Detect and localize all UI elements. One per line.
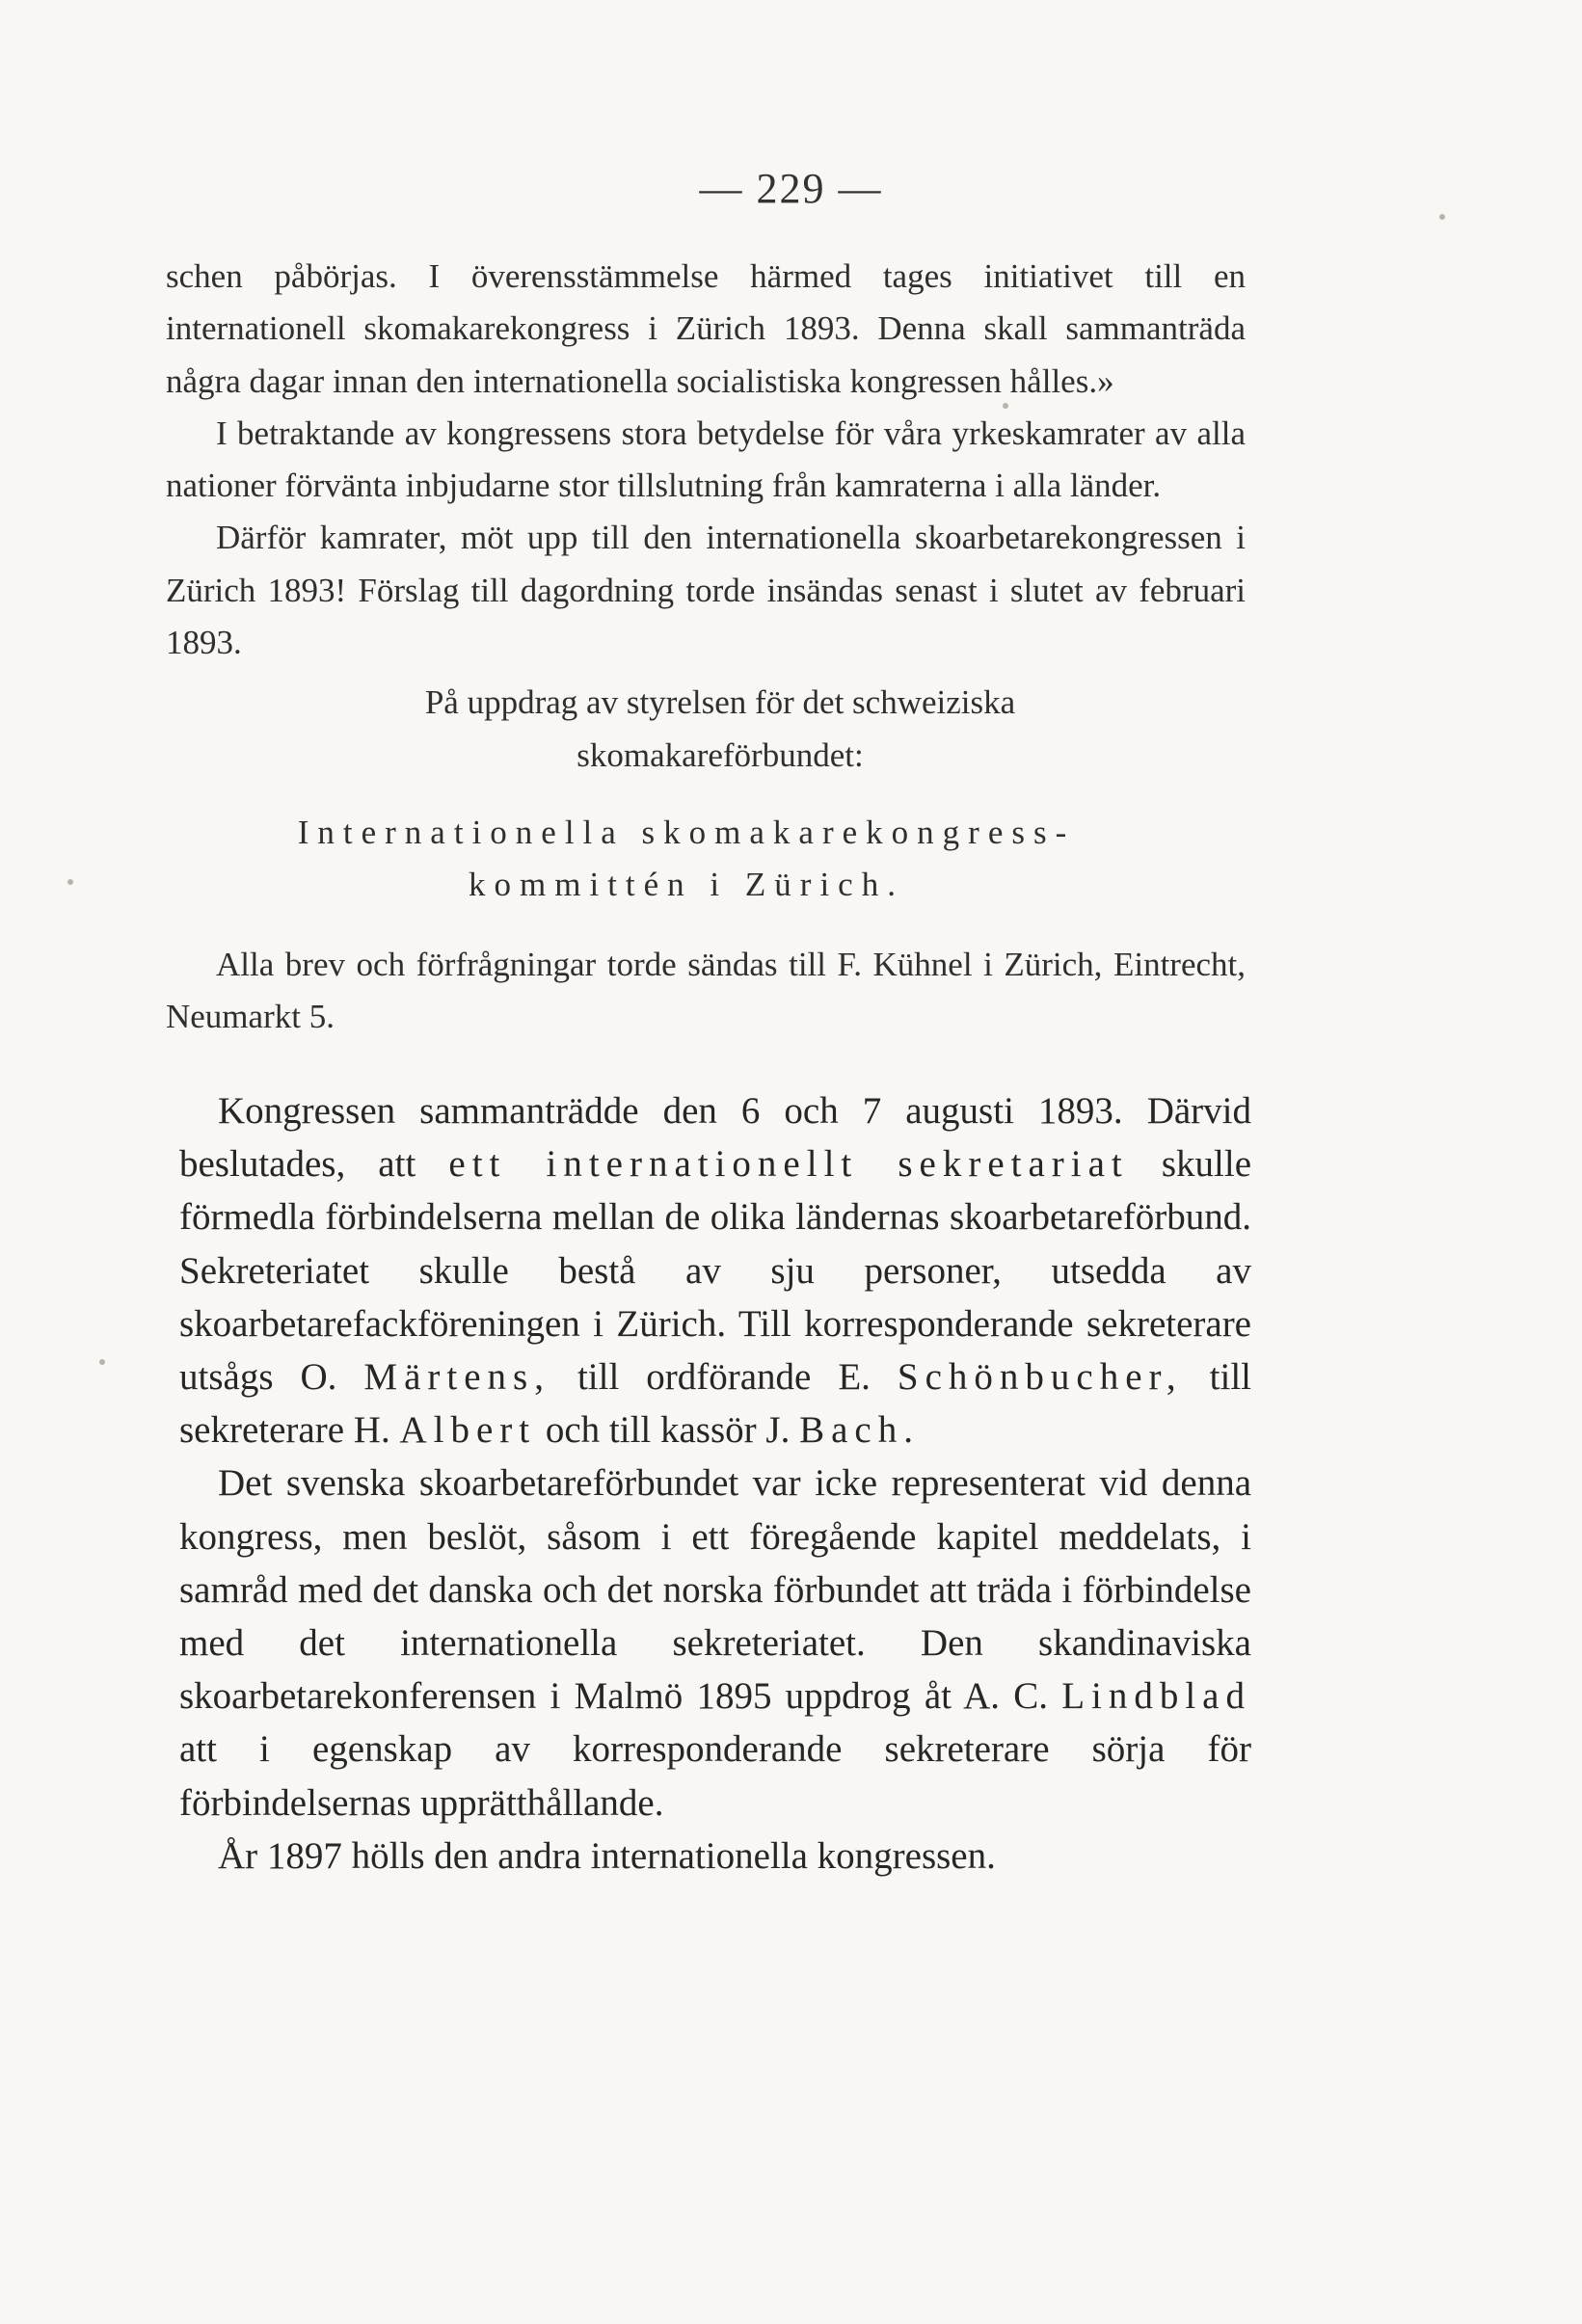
signature-line-1: På uppdrag av styrelsen för det schweiziska [424, 683, 1016, 722]
page-number: — 229 — [699, 165, 883, 212]
spaced-name: Bach. [799, 1409, 920, 1452]
spaced-name: Albert [399, 1409, 537, 1452]
text-run: Det svenska skoarbetareförbundet var icke representerat vid denna kongress, men beslöt, såsom i ett föregående kapitel meddelats, i samråd med det danska och det norska förbundet att träda i förbindelse med det internationella sekreteriatet. Den skandinaviska skoarbetarekonferensen i Malmö 1895 uppdrog åt A. C. [179, 1462, 1251, 1718]
committee-signature [166, 807, 1246, 912]
body-text [179, 1084, 1251, 1883]
quote-paragraph-2: I betraktande av kongressens stora betydelse för våra yrkeskamrater av alla nationer förvänta inbjudarne stor tillslutning från kamraterna i alla länder. [166, 414, 1246, 505]
text-run: till ordförande E. [576, 1356, 871, 1399]
address-paragraph: Alla brev och förfrågningar torde sändas till F. Kühnel i Zürich, Eintrecht, Neumarkt 5. [166, 945, 1246, 1035]
body-paragraph-2 [179, 1456, 1251, 1829]
spaced-name: Märtens, [363, 1356, 550, 1399]
signature-line-2: skomakareförbundet: [576, 735, 864, 774]
committee-line-2: kommittén i Zürich. [469, 866, 904, 904]
quote-paragraph-3: Därför kamrater, möt upp till den internationella skoarbetarekongressen i Zürich 1893! Förslag till dagordning torde insändas senast i slutet av februari 1893. [166, 519, 1246, 662]
text-run: Kongressen sammanträdde den 6 och 7 augusti 1893. Därvid beslutades, att [179, 1090, 1251, 1186]
quote-paragraph-1: schen påbörjas. I överensstämmelse härmed tages initiativet till en internationell skomakarekongress i Zürich 1893. Denna skall sammanträda några dagar innan den internationella socialistiska kongressen hålles.» [166, 257, 1246, 400]
body-paragraph-3: År 1897 hölls den andra internationella kongressen. [218, 1834, 996, 1877]
paper-speck [1439, 214, 1445, 220]
paper-speck [99, 1359, 105, 1365]
paper-speck [67, 879, 73, 885]
text-run: och till kassör J. [545, 1409, 791, 1452]
paper-speck [1003, 403, 1008, 409]
committee-line-1: Internationella skomakarekongress- [297, 813, 1076, 851]
spaced-emphasis: ett internationellt sekretariat [448, 1143, 1129, 1186]
body-paragraph-1 [179, 1084, 1251, 1456]
quoted-appeal [166, 251, 1246, 1043]
signature-block [166, 677, 1246, 782]
spaced-name: Schönbucher, [897, 1356, 1183, 1399]
text-run: skulle förmedla förbindelserna mellan de olika ländernas skoarbetareförbund. Sekreteriatet skulle bestå av sju personer, utsedda av skoarbetarefackföreningen i Zürich. Till korresponderande sekreterare utsågs O. [179, 1143, 1252, 1399]
spaced-name: Lindblad [1061, 1675, 1251, 1718]
text-run: att i egenskap av korresponderande sekreterare sörja för förbindelsernas upprätthållande. [179, 1728, 1251, 1824]
text-run: till sekreterare H. [179, 1356, 1252, 1452]
